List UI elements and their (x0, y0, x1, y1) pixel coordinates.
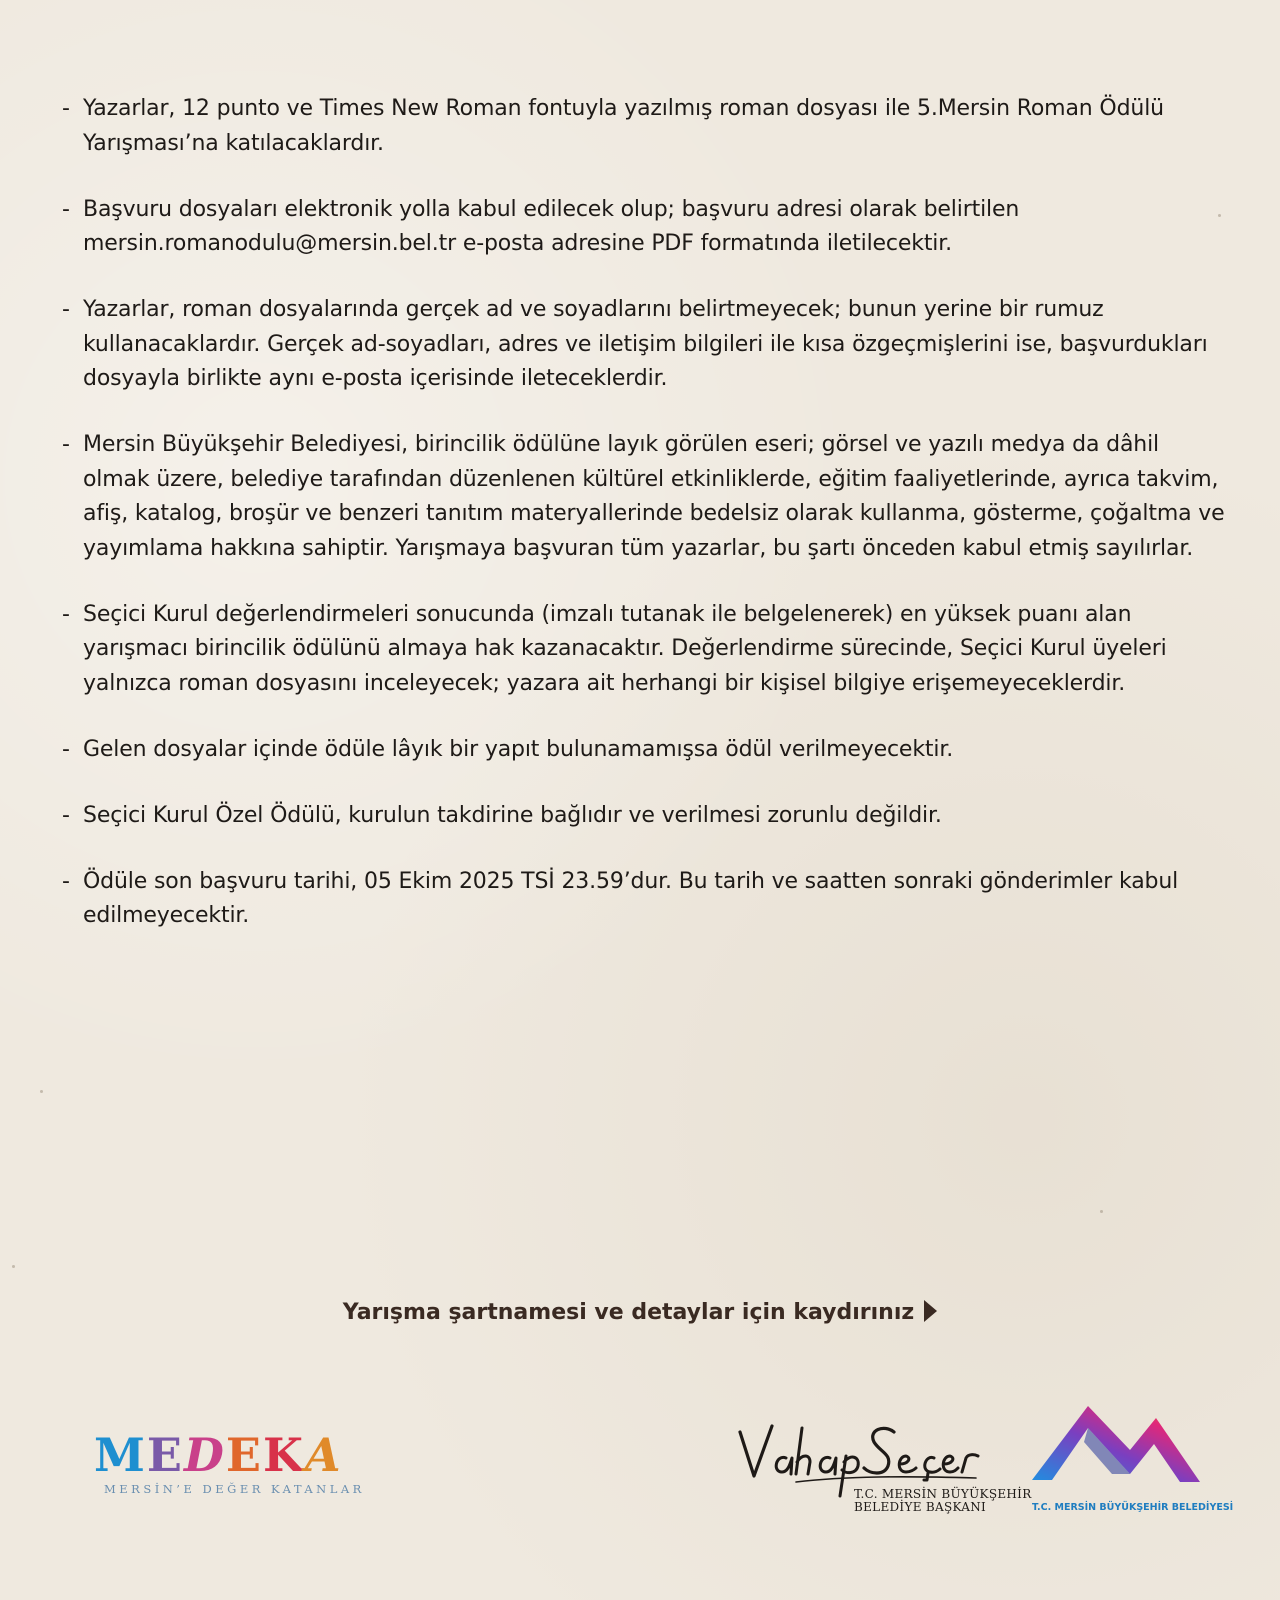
medeka-letter: D (183, 1428, 226, 1482)
medeka-letter: E (146, 1428, 184, 1482)
paper-speck (12, 1265, 15, 1268)
rule-text: Ödüle son başvuru tarihi, 05 Ekim 2025 TSİ 23.59’dur. Bu tarih ve saatten sonraki gönderimler kabul edilmeyecektir. (83, 868, 1179, 928)
bullet-dash: - (62, 736, 70, 762)
rule-item (62, 799, 1232, 834)
paper-speck (1100, 1210, 1103, 1213)
bullet-dash: - (62, 601, 70, 627)
rule-item (62, 193, 1232, 262)
rule-text: Yazarlar, 12 punto ve Times New Roman fontuyla yazılmış roman dosyası ile 5.Mersin Roman Ödülü Yarışması’na katılacaklardır. (83, 96, 1164, 156)
medeka-letter: K (262, 1428, 305, 1482)
bullet-dash: - (62, 868, 70, 894)
scroll-hint[interactable] (0, 1300, 1280, 1325)
scroll-hint-text: Yarışma şartnamesi ve detaylar için kaydırınız (342, 1300, 915, 1325)
bullet-dash: - (62, 432, 70, 457)
bullet-dash: - (62, 96, 70, 121)
rule-text: Seçici Kurul Özel Ödülü, kurulun takdirine bağlıdır ve verilmesi zorunlu değildir. (83, 802, 942, 828)
paper-speck (40, 1090, 43, 1093)
rule-item (62, 92, 1232, 161)
rule-item (62, 293, 1232, 397)
mayor-title (854, 1488, 1032, 1514)
rule-item (62, 428, 1232, 566)
rule-text: Mersin Büyükşehir Belediyesi, birincilik ödülüne layık görülen eseri; görsel ve yazılı medya da dâhil olmak üzere, belediye tarafından düzenlenen kültürel etkinliklerde, eğitim faaliyetlerinde, ayrıca takvim, afiş, katalog, broşür ve benzeri tanıtım materyallerinde bedelsiz olarak kullanma, gösterme, çoğaltma ve yayımlama hakkına sahiptir. Yarışmaya başvuran tüm yazarlar, bu şartı önceden kabul etmiş sayılırlar. (83, 432, 1225, 561)
medeka-letter: E (225, 1428, 263, 1482)
bullet-dash: - (62, 196, 70, 222)
bullet-dash: - (62, 297, 70, 322)
play-arrow-icon (924, 1300, 937, 1322)
medeka-letter: M (94, 1428, 147, 1482)
rule-item (62, 598, 1232, 702)
mayor-signature (736, 1418, 1032, 1518)
rule-item (62, 733, 1232, 768)
medeka-tagline: MERSİN’E DEĞER KATANLAR (104, 1482, 365, 1496)
rule-text: Gelen dosyalar içinde ödüle lâyık bir yapıt bulunamamışsa ödül verilmeyecektir. (83, 736, 954, 762)
medeka-wordmark (94, 1428, 364, 1482)
bullet-dash: - (62, 802, 70, 828)
signature-drawing (736, 1418, 981, 1498)
medeka-letter: A (304, 1428, 343, 1482)
mayor-title-line1: T.C. MERSİN BÜYÜKŞEHİR (854, 1487, 1032, 1501)
rule-text: Seçici Kurul değerlendirmeleri sonucunda (imzalı tutanak ile belgelenerek) en yüksek puanı alan yarışmacı birincilik ödülünü almaya hak kazanacaktır. Değerlendirme sürecinde, Seçici Kurul üyeleri yalnızca roman dosyasını inceleyecek; yazara ait herhangi bir kişisel bilgiye erişemeyeceklerdir. (83, 601, 1167, 696)
rule-text: Başvuru dosyaları elektronik yolla kabul edilecek olup; başvuru adresi olarak belirtilen mersin.romanodulu@mersin.bel.tr e-posta adresine PDF formatında iletilecektir. (83, 196, 1020, 256)
medeka-logo (94, 1428, 365, 1496)
municipality-emblem-icon (1026, 1398, 1226, 1498)
municipality-name: T.C. MERSİN BÜYÜKŞEHİR BELEDİYESİ (1032, 1502, 1234, 1513)
conditions-list (62, 92, 1232, 965)
rule-text: Yazarlar, roman dosyalarında gerçek ad ve soyadlarını belirtmeyecek; bunun yerine bir rumuz kullanacaklardır. Gerçek ad-soyadları, adres ve iletişim bilgileri ile kısa özgeçmişlerini ise, başvurdukları dosyayla birlikte aynı e-posta içerisinde ileteceklerdir. (83, 297, 1208, 391)
mayor-title-line2: BELEDİYE BAŞKANI (854, 1500, 987, 1514)
rule-item (62, 865, 1232, 934)
municipality-logo (1026, 1398, 1236, 1518)
